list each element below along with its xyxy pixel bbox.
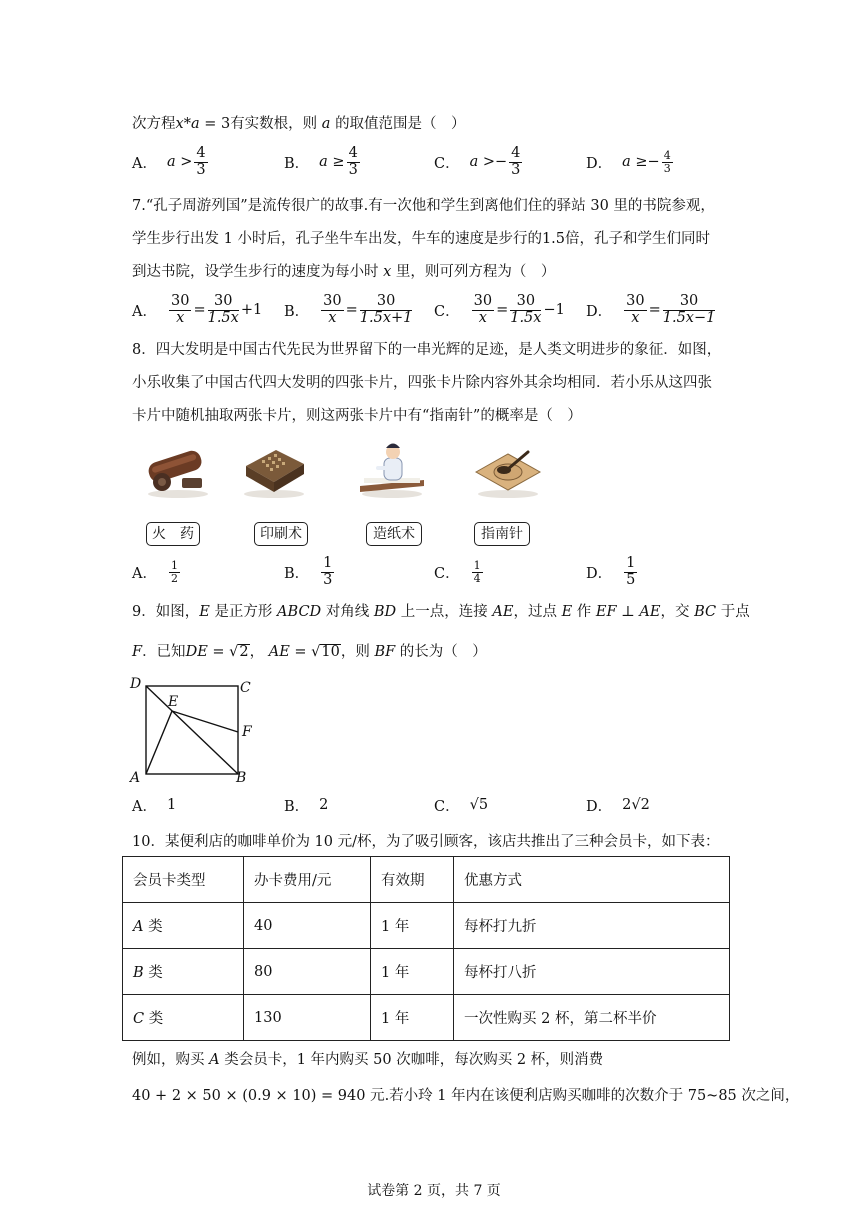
q10-intro: 10．某便利店的咖啡单价为 10 元/杯，为了吸引顾客，该店共推出了三种会员卡，如下表： [132,834,720,850]
table-cell: 每杯打八折 [454,949,730,995]
q6-option-b[interactable]: B． a ≥ $\frac{4}{3}$ [284,145,358,178]
table-cell: 1 年 [371,949,454,995]
table-cell: B 类 [123,949,244,995]
header-cell: 会员卡类型 [123,857,244,903]
table-cell: A 类 [123,903,244,949]
table-cell: 一次性购买 2 杯，第二杯半价 [454,995,730,1041]
q9-option-d[interactable]: D． 2√2 [586,797,650,815]
membership-table [122,856,730,1041]
q8-option-c[interactable]: C． $\frac{1}{4}$ [434,558,481,585]
table-cell: 130 [244,995,371,1041]
q9-option-b[interactable]: B． 2 [284,797,329,815]
invention-cards [132,436,552,548]
q8-option-b[interactable]: B． $\frac{1}{3}$ [284,555,333,588]
table-row [123,949,730,995]
q7-options [132,293,772,329]
q10-example-line1: 例如，购买 A 类会员卡，1 年内购买 50 次咖啡，每次购买 2 杯，则消费 [132,1052,604,1068]
q7-option-c[interactable]: C． $\frac{30}{x}$ = $\frac{30}{1.5x}$ −1 [434,293,565,326]
q9-stem-line1: 9．如图，E 是正方形 ABCD 对角线 BD 上一点，连接 AE，过点 E 作 EF ⊥ AE，交 BC 于点 [132,604,750,620]
q6-option-d[interactable]: D． a ≥ − $\frac{4}{3}$ [586,148,671,175]
q8-options [132,555,772,591]
label-E: E [168,694,179,710]
header-cell: 有效期 [371,857,454,903]
label-C: C [240,680,251,696]
table-cell: 每杯打九折 [454,903,730,949]
q6-options [132,145,772,179]
label-D: D [130,676,142,692]
q9-option-c[interactable]: C． √5 [434,797,489,815]
compass-icon [470,436,546,502]
q7-option-a[interactable]: A． $\frac{30}{x}$ = $\frac{30}{1.5x}$ +1 [132,293,263,326]
q7-stem: 7.“孔子周游列国”是流传很广的故事.有一次他和学生到离他们住的驿站 30 里的书院参观， 学生步行出发 1 小时后，孔子坐牛车出发，牛车的速度是步行的1.5倍，孔子和学生们同时 到达书院，设学生步行的速度为每小时 x 里，则可列方程为（ ） [132,198,715,280]
q8-option-d[interactable]: D． $\frac{1}{5}$ [586,555,636,588]
card-label-compass: 指南针 [474,522,530,546]
label-B: B [236,770,247,786]
q9-option-a[interactable]: A． 1 [132,797,177,815]
q6-option-a[interactable]: A． a > $\frac{4}{3}$ [132,145,206,178]
papermaker-icon [354,436,430,502]
q9-options [132,788,772,822]
q7-option-d[interactable]: D． $\frac{30}{x}$ = $\frac{30}{1.5x-1}$ [586,293,716,326]
table-cell: 40 [244,903,371,949]
q8-option-a[interactable]: A． $\frac{1}{2}$ [132,558,178,585]
cannon-icon [138,436,214,502]
page-footer: 试卷第 2 页，共 7 页 [367,1183,501,1199]
label-A: A [130,770,141,786]
card-label-gunpowder: 火 药 [146,522,200,546]
square-figure [126,672,266,788]
table-cell: 80 [244,949,371,995]
q9-stem-line2: F．已知DE = √2， AE = √10，则 BF 的长为（ ） [132,644,487,660]
q8-stem: 8．四大发明是中国古代先民为世界留下的一串光辉的足迹，是人类文明进步的象征．如图， 小乐收集了中国古代四大发明的四张卡片，四张卡片除内容外其余均相同．若小乐从这四张 卡片中随机抽取两张卡片，则这两张卡片中有“指南针”的概率是（ ） [132,342,722,424]
table-header-row [123,857,730,903]
q6-option-c[interactable]: C． a > − $\frac{4}{3}$ [434,145,521,178]
q7-option-b[interactable]: B． $\frac{30}{x}$ = $\frac{30}{1.5x+1}$ [284,293,413,326]
table-cell: C 类 [123,995,244,1041]
table-cell: 1 年 [371,995,454,1041]
q10-example-line2: 40 + 2 × 50 × (0.9 × 10) = 940 元.若小玲 1 年内在该便利店购买咖啡的次数介于 75~85 次之间， [132,1088,800,1104]
table-cell: 1 年 [371,903,454,949]
card-label-printing: 印刷术 [254,522,308,546]
table-row [123,903,730,949]
header-cell: 办卡费用/元 [244,857,371,903]
header-cell: 优惠方式 [454,857,730,903]
label-F: F [242,724,252,740]
card-label-papermaking: 造纸术 [366,522,422,546]
printing-block-icon [236,436,312,502]
q6-stem: 次方程x*a = 3有实数根，则 a 的取值范围是（ ） [132,116,466,132]
table-row [123,995,730,1041]
